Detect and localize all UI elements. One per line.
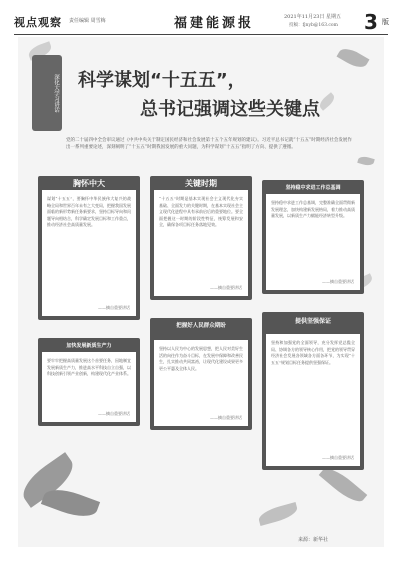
card-body: 谋划“十五五”，要胸怀中华民族伟大复兴的战略全局和世界百年未有之大变局，把握我国发展面临的新形势新任务新要求，坚持目标导向和问题导向相结合，科学确定发展目标和工作重点，推动经济社会高质量发展。 [47,196,131,227]
card-5 [150,318,252,430]
page-header [14,10,388,35]
card-body: “十五五”时期是基本实现社会主义现代化夯实基础、全面发力的关键时期，在基本实现社会主义现代化进程中具有承前启后的重要地位。要全面把握这一时期的阶段性特征，统筹发展和安全，确保各项目标任务落地见效。 [159,196,243,227]
card-title: 提供坚强保证 [294,318,331,325]
leaf-decoration [337,44,370,71]
card-title: 加快发展新质生产力 [66,343,112,349]
image-credit: 来源：新华社 [298,537,329,543]
card-source: ——摘自重要讲话 [98,411,130,416]
card-body: 要牢牢把握高质量发展这个首要任务，因地制宜发展新质生产力，推进高水平科技自立自强，以科技创新引领产业创新，构建现代化产业体系。 [47,358,131,376]
card-title: 坚持稳中求进工作总基调 [285,185,341,191]
card-title: 关键时期 [185,179,217,188]
card-source: ——摘自重要讲话 [322,455,354,460]
card-1 [38,176,140,320]
card-body: 坚持以人民为中心的发展思想，把人民对美好生活的向往作为奋斗目标，在发展中保障和改善民生，扎实推动共同富裕，让现代化建设成果更多更公平惠及全体人民。 [159,346,243,371]
leaf-decoration [357,155,375,167]
headline-line-2: 总书记强调这些关键点 [140,99,320,120]
card-body: 坚持和加强党的全面领导，充分发挥党总揽全局、协调各方的领导核心作用，把党的领导贯穿经济社会发展各领域各方面各环节，为实现“十五五”规划目标任务提供坚强保证。 [271,340,355,365]
contact-line: 投稿：fjnyb@163.com [289,23,338,28]
card-source: ——摘自重要讲话 [210,415,242,420]
card-3 [262,180,364,294]
vertical-column-tag: 深化大学习讲话 [32,55,62,131]
leaf-decoration [317,92,337,110]
page-number: 3 [364,10,378,34]
intro-paragraph: 党的二十届四中全会审议通过《中共中央关于制定国民经济和社会发展第十五个五年规划的建议》。习近平总书记就“十五五”时期经济社会发展作出一系列重要论述，深刻阐明了“十五五”时期我国发展的重大问题，为科学谋划“十五五”指明了方向、提供了遵循。 [66,138,352,150]
card-source: ——摘自重要讲话 [98,305,130,310]
card-6 [262,312,364,470]
card-2 [150,176,252,300]
card-title: 胸怀中大 [73,179,105,188]
section-name: 视点观察 [14,16,62,29]
leaf-decoration [257,502,299,526]
card-source: ——摘自重要讲话 [210,285,242,290]
issue-date: 2021年11月23日 星期五 [284,14,342,20]
newspaper-name: 福建能源报 [174,16,255,31]
section-editor: 责任编辑 周雪梅 [69,18,106,24]
card-title: 把握好人民群众期盼 [176,323,226,329]
card-source: ——摘自重要讲话 [322,279,354,284]
card-4 [38,338,140,426]
card-body: 坚持稳中求进工作总基调，完整准确全面贯彻新发展理念，加快构建新发展格局，着力推动高质量发展，以新质生产力赋能经济转型升级。 [271,200,355,218]
headline-line-1: 科学谋划“十五五”， [78,70,246,91]
page-suffix: 版 [382,18,389,26]
